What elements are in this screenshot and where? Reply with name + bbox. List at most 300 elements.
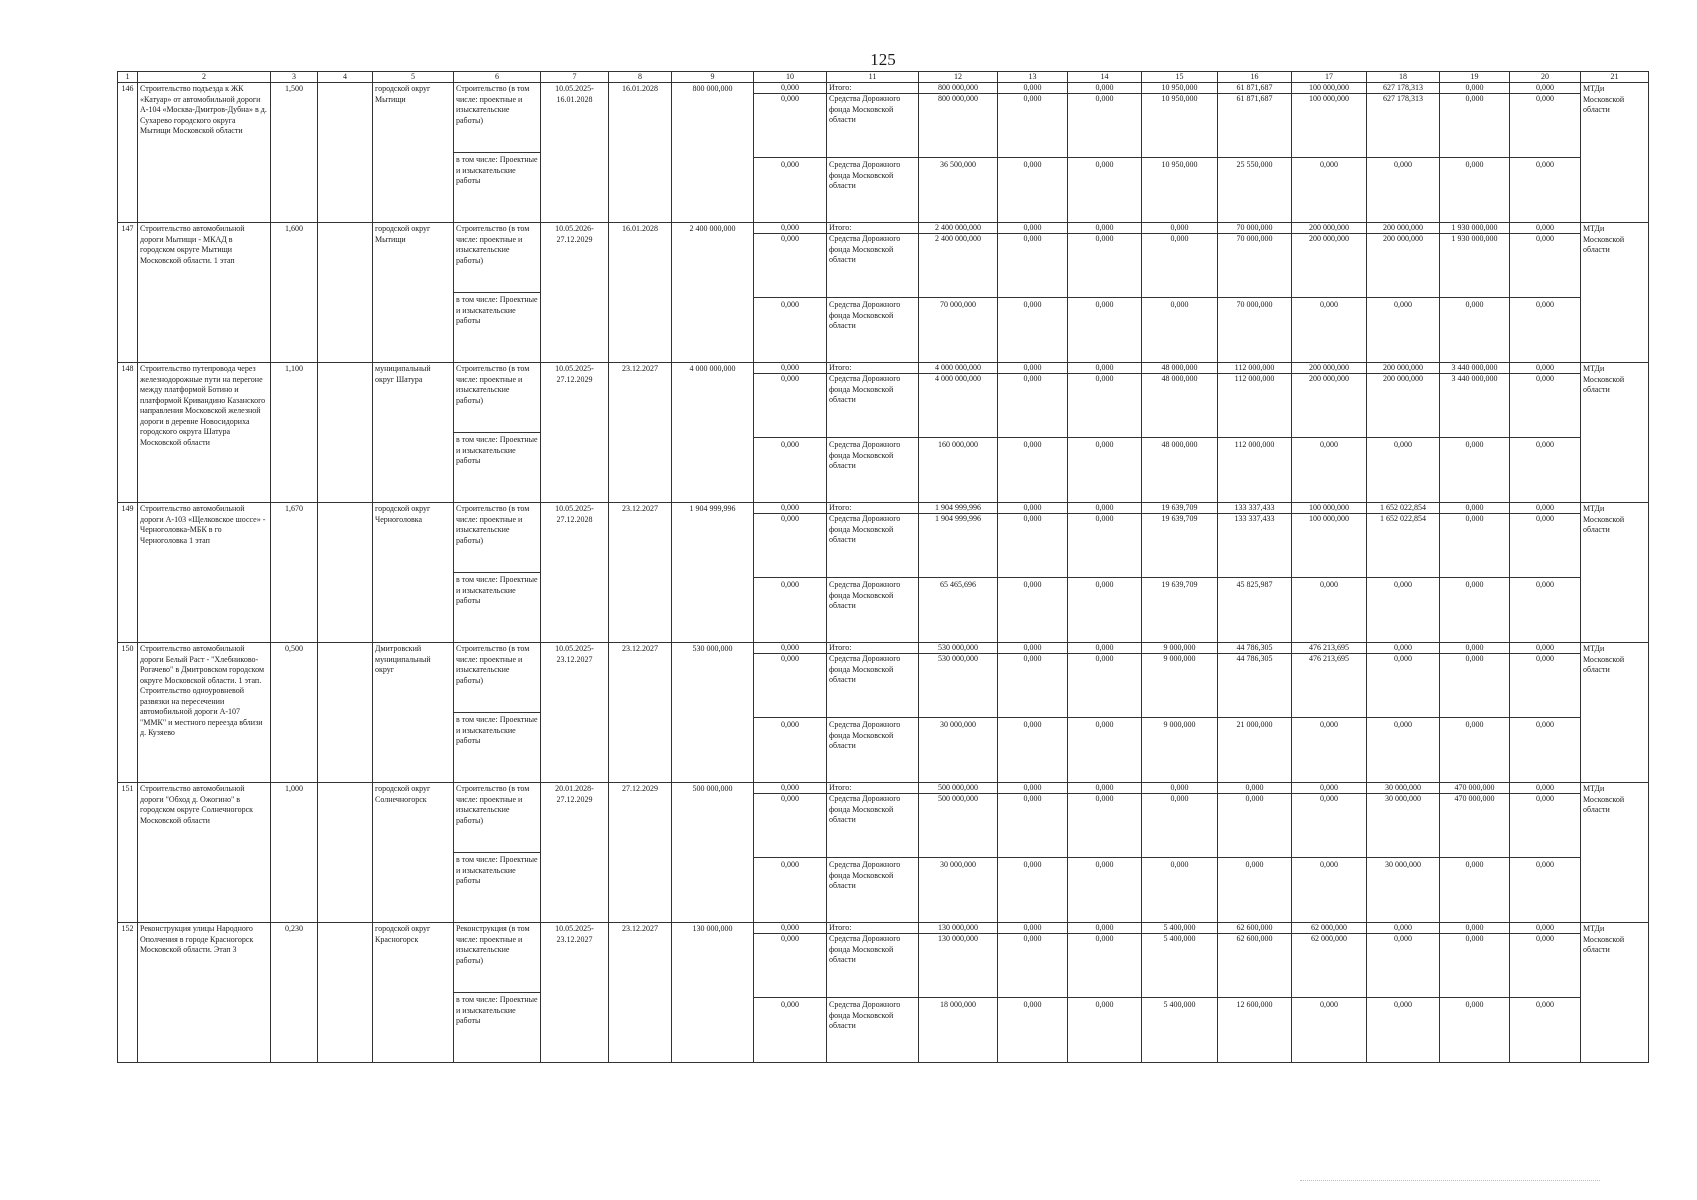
amount-fund: 470 000,000 [1454,794,1495,803]
amount-fund: 44 786,305 [1236,654,1273,663]
amount-column-19 [1440,503,1510,643]
column-number-3: 3 [271,72,318,83]
amount-design: 0,000 [1367,297,1439,362]
amount-fund: 0,000 [1536,514,1554,523]
customer: МТДи Московской области [1581,363,1649,503]
amount-fund: 9 000,000 [1163,654,1196,663]
amount-design: 0,000 [1440,157,1509,222]
amount-total: 5 400,000 [1142,923,1217,934]
amount-total: 0,000 [1068,783,1141,794]
amount-column-20 [1510,783,1581,923]
source-total-label: Итого: [827,83,918,94]
municipality: городской округ Черноголовка [373,503,454,643]
column-number-21: 21 [1581,72,1649,83]
completion-date: 23.12.2027 [609,923,672,1063]
stage-design: в том числе: Проектные и изыскательские работы [454,852,540,921]
col10-design: 0,000 [754,857,826,922]
amount-column-20 [1510,643,1581,783]
amount-total: 0,000 [1142,223,1217,234]
col10-design: 0,000 [754,717,826,782]
object-length: 1,500 [271,83,318,223]
amount-total: 0,000 [1142,783,1217,794]
amount-design: 0,000 [1068,157,1141,222]
amount-total: 0,000 [998,363,1067,374]
amount-column-12 [919,643,998,783]
funding-source [827,223,919,363]
completion-date: 16.01.2028 [609,223,672,363]
amount-design: 0,000 [1142,297,1217,362]
amount-fund: 0,000 [1536,794,1554,803]
amount-design: 160 000,000 [919,437,997,502]
work-period: 10.05.2025-27.12.2029 [541,363,609,503]
amount-fund: 19 639,709 [1161,514,1198,523]
amount-fund: 61 871,687 [1236,94,1273,103]
amount-column-19 [1440,923,1510,1063]
completion-date: 23.12.2027 [609,643,672,783]
amount-column-15 [1142,783,1218,923]
object-cost: 1 904 999,996 [672,503,754,643]
column-4-value [318,783,373,923]
row-number: 146 [118,83,138,223]
amount-total: 0,000 [1068,363,1141,374]
source-fund-label: Средства Дорожного фонда Московской области [829,514,901,544]
stage-main: Строительство (в том числе: проектные и изыскательские работы) [456,364,530,405]
object-name: Реконструкция улицы Народного Ополчения в городе Красногорск Московской области. Этап 3 [138,923,271,1063]
column-4-value [318,923,373,1063]
source-total-label: Итого: [827,783,918,794]
amount-column-16 [1218,223,1292,363]
column-number-20: 20 [1510,72,1581,83]
object-name: Строительство подъезда к ЖК «Катуар» от автомобильной дороги А-104 «Москва-Дмитров-Дубна» в д. Сухарево городского округа Мытищи Московской области [138,83,271,223]
object-length: 1,670 [271,503,318,643]
amount-column-12 [919,783,998,923]
amount-total: 200 000,000 [1367,363,1439,374]
amount-total: 0,000 [1440,83,1509,94]
municipality: Дмитровский муниципальный округ [373,643,454,783]
column-number-11: 11 [827,72,919,83]
amount-design: 70 000,000 [1218,297,1291,362]
column-10-values [754,783,827,923]
amount-design: 0,000 [1292,857,1366,922]
amount-design: 0,000 [1510,577,1580,642]
col10-fund: 0,000 [781,514,799,523]
source-fund-design-label: Средства Дорожного фонда Московской области [827,297,918,362]
object-cost: 800 000,000 [672,83,754,223]
amount-total: 9 000,000 [1142,643,1217,654]
object-name: Строительство автомобильной дороги Мытищи - МКАД в городском округе Мытищи Московской области. 1 этап [138,223,271,363]
amount-fund: 0,000 [1095,514,1114,523]
amount-fund: 0,000 [1023,234,1042,243]
source-fund-label: Средства Дорожного фонда Московской области [829,934,901,964]
column-10-values [754,363,827,503]
amount-fund: 1 652 022,854 [1380,514,1426,523]
amount-total: 62 600,000 [1218,923,1291,934]
column-number-row [118,72,1649,83]
source-total-label: Итого: [827,503,918,514]
amount-column-18 [1367,643,1440,783]
amount-total: 0,000 [1440,923,1509,934]
row-number: 148 [118,363,138,503]
source-fund-design-label: Средства Дорожного фонда Московской области [827,437,918,502]
amount-column-18 [1367,503,1440,643]
amount-fund: 4 000 000,000 [935,374,981,383]
column-10-values [754,503,827,643]
amount-total: 61 871,687 [1218,83,1291,94]
table-row [118,83,1649,223]
column-number-5: 5 [373,72,454,83]
amount-design: 0,000 [1510,717,1580,782]
col10-total: 0,000 [754,223,826,234]
amount-fund: 0,000 [1023,794,1042,803]
work-period: 10.05.2025-23.12.2027 [541,923,609,1063]
amount-total: 0,000 [1440,503,1509,514]
amount-design: 45 825,987 [1218,577,1291,642]
amount-fund: 500 000,000 [938,794,978,803]
amount-design: 0,000 [1440,437,1509,502]
stage-main: Реконструкция (в том числе: проектные и изыскательские работы) [456,924,530,965]
amount-total: 130 000,000 [919,923,997,934]
amount-fund: 133 337,433 [1234,514,1275,523]
amount-column-16 [1218,83,1292,223]
amount-column-12 [919,923,998,1063]
amount-fund: 200 000,000 [1383,374,1423,383]
amount-fund: 0,000 [1394,654,1412,663]
amount-design: 0,000 [1510,997,1580,1062]
amount-column-18 [1367,223,1440,363]
amount-design: 0,000 [998,997,1067,1062]
amount-column-14 [1068,223,1142,363]
customer: МТДи Московской области [1581,783,1649,923]
amount-total: 62 000,000 [1292,923,1366,934]
amount-design: 65 465,696 [919,577,997,642]
source-total-label: Итого: [827,643,918,654]
work-period: 10.05.2025-27.12.2028 [541,503,609,643]
amount-total: 2 400 000,000 [919,223,997,234]
amount-total: 100 000,000 [1292,503,1366,514]
amount-fund: 0,000 [1023,94,1042,103]
amount-total: 476 213,695 [1292,643,1366,654]
amount-design: 0,000 [998,857,1067,922]
amount-design: 0,000 [998,437,1067,502]
amount-design: 10 950,000 [1142,157,1217,222]
amount-total: 0,000 [1510,923,1580,934]
object-cost: 500 000,000 [672,783,754,923]
amount-column-15 [1142,923,1218,1063]
object-name: Строительство путепровода через железнодорожные пути на перегоне между платформой Ботино и платформой Кривандино Казанского направления Московской железной дороги в деревне Новосидориха городского округа Шатура Московской области [138,363,271,503]
amount-fund: 112 000,000 [1234,374,1275,383]
column-number-14: 14 [1068,72,1142,83]
amount-column-20 [1510,503,1581,643]
col10-fund: 0,000 [781,654,799,663]
amount-total: 100 000,000 [1292,83,1366,94]
source-fund-label: Средства Дорожного фонда Московской области [829,794,901,824]
column-4-value [318,223,373,363]
amount-total: 0,000 [1068,503,1141,514]
amount-column-18 [1367,923,1440,1063]
amount-total: 0,000 [1068,83,1141,94]
amount-design: 0,000 [1367,717,1439,782]
amount-design: 0,000 [1367,997,1439,1062]
amount-column-13 [998,783,1068,923]
amount-fund: 5 400,000 [1163,934,1196,943]
stage-design: в том числе: Проектные и изыскательские работы [454,432,540,501]
amount-total: 70 000,000 [1218,223,1291,234]
amount-column-19 [1440,643,1510,783]
amount-total: 1 930 000,000 [1440,223,1509,234]
source-fund-design-label: Средства Дорожного фонда Московской области [827,157,918,222]
amount-column-18 [1367,83,1440,223]
amount-fund: 1 904 999,996 [935,514,981,523]
amount-design: 0,000 [1440,297,1509,362]
scan-artifact [1300,1180,1600,1183]
amount-fund: 1 930 000,000 [1451,234,1498,243]
funding-source [827,83,919,223]
object-length: 0,230 [271,923,318,1063]
column-4-value [318,503,373,643]
amount-column-12 [919,83,998,223]
col10-design: 0,000 [754,297,826,362]
amount-design: 0,000 [1068,857,1141,922]
amount-total: 0,000 [1068,923,1141,934]
amount-column-16 [1218,783,1292,923]
amount-design: 48 000,000 [1142,437,1217,502]
amount-column-17 [1292,83,1367,223]
amount-total: 470 000,000 [1440,783,1509,794]
row-number: 147 [118,223,138,363]
completion-date: 16.01.2028 [609,83,672,223]
customer: МТДи Московской области [1581,923,1649,1063]
amount-total: 200 000,000 [1367,223,1439,234]
source-fund-design-label: Средства Дорожного фонда Московской области [827,857,918,922]
amount-column-18 [1367,363,1440,503]
stage-design: в том числе: Проектные и изыскательские работы [454,992,540,1061]
column-10-values [754,83,827,223]
amount-column-14 [1068,643,1142,783]
amount-fund: 0,000 [1095,934,1114,943]
amount-column-13 [998,83,1068,223]
stage-main: Строительство (в том числе: проектные и изыскательские работы) [456,84,530,125]
amount-total: 0,000 [1510,503,1580,514]
amount-fund: 62 600,000 [1236,934,1273,943]
amount-fund: 0,000 [1320,794,1338,803]
source-total-label: Итого: [827,223,918,234]
amount-design: 0,000 [998,717,1067,782]
object-cost: 2 400 000,000 [672,223,754,363]
amount-fund: 0,000 [1023,654,1042,663]
object-cost: 130 000,000 [672,923,754,1063]
customer: МТДи Московской области [1581,223,1649,363]
amount-design: 70 000,000 [919,297,997,362]
row-number: 152 [118,923,138,1063]
amount-design: 30 000,000 [1367,857,1439,922]
funding-source [827,363,919,503]
amount-column-19 [1440,83,1510,223]
amount-design: 0,000 [1292,437,1366,502]
column-number-16: 16 [1218,72,1292,83]
amount-design: 0,000 [1142,857,1217,922]
object-cost: 530 000,000 [672,643,754,783]
amount-column-19 [1440,363,1510,503]
amount-fund: 476 213,695 [1309,654,1349,663]
amount-design: 0,000 [1068,997,1141,1062]
amount-total: 48 000,000 [1142,363,1217,374]
amount-fund: 0,000 [1095,794,1114,803]
amount-design: 0,000 [1292,997,1366,1062]
amount-column-12 [919,363,998,503]
municipality: городской округ Мытищи [373,223,454,363]
stage-main: Строительство (в том числе: проектные и изыскательские работы) [456,504,530,545]
amount-design: 21 000,000 [1218,717,1291,782]
object-length: 1,100 [271,363,318,503]
col10-total: 0,000 [754,503,826,514]
work-period: 10.05.2026-27.12.2029 [541,223,609,363]
source-fund-label: Средства Дорожного фонда Московской области [829,234,901,264]
amount-total: 0,000 [1367,643,1439,654]
column-number-9: 9 [672,72,754,83]
column-number-12: 12 [919,72,998,83]
amount-design: 0,000 [1068,577,1141,642]
municipality: городской округ Солнечногорск [373,783,454,923]
amount-total: 627 178,313 [1367,83,1439,94]
amount-fund: 0,000 [1023,514,1042,523]
column-number-18: 18 [1367,72,1440,83]
column-number-19: 19 [1440,72,1510,83]
amount-fund: 530 000,000 [938,654,978,663]
amount-total: 530 000,000 [919,643,997,654]
column-number-7: 7 [541,72,609,83]
source-fund-label: Средства Дорожного фонда Московской области [829,654,901,684]
amount-column-19 [1440,783,1510,923]
amount-column-13 [998,643,1068,783]
amount-column-20 [1510,363,1581,503]
source-fund-label: Средства Дорожного фонда Московской области [829,94,901,124]
amount-column-16 [1218,363,1292,503]
amount-fund: 200 000,000 [1383,234,1423,243]
amount-fund: 2 400 000,000 [935,234,981,243]
amount-total: 0,000 [1068,223,1141,234]
row-number: 151 [118,783,138,923]
stage-main: Строительство (в том числе: проектные и изыскательские работы) [456,784,530,825]
municipality: городской округ Мытищи [373,83,454,223]
source-fund-design-label: Средства Дорожного фонда Московской области [827,577,918,642]
col10-total: 0,000 [754,923,826,934]
stage-design: в том числе: Проектные и изыскательские работы [454,152,540,221]
amount-total: 0,000 [1367,923,1439,934]
amount-total: 0,000 [998,223,1067,234]
amount-column-15 [1142,83,1218,223]
work-stage [454,83,541,223]
object-length: 1,600 [271,223,318,363]
column-4-value [318,363,373,503]
amount-total: 112 000,000 [1218,363,1291,374]
amount-fund: 0,000 [1095,374,1114,383]
column-number-1: 1 [118,72,138,83]
amount-total: 0,000 [998,503,1067,514]
col10-fund: 0,000 [781,374,799,383]
amount-column-13 [998,363,1068,503]
table-row [118,783,1649,923]
amount-column-15 [1142,503,1218,643]
amount-column-17 [1292,223,1367,363]
amount-design: 0,000 [1440,717,1509,782]
amount-fund: 0,000 [1095,654,1114,663]
col10-total: 0,000 [754,783,826,794]
amount-design: 9 000,000 [1142,717,1217,782]
amount-fund: 0,000 [1536,654,1554,663]
amount-column-13 [998,923,1068,1063]
amount-fund: 0,000 [1023,934,1042,943]
amount-fund: 0,000 [1170,234,1189,243]
amount-column-16 [1218,923,1292,1063]
amount-fund: 100 000,000 [1309,94,1349,103]
object-name: Строительство автомобильной дороги А-103 «Щелковское шоссе» - Черноголовка-МБК в го Черноголовка 1 этап [138,503,271,643]
column-10-values [754,223,827,363]
work-stage [454,363,541,503]
amount-design: 0,000 [1068,437,1141,502]
page-number: 125 [870,50,896,69]
amount-design: 0,000 [1510,157,1580,222]
column-number-13: 13 [998,72,1068,83]
amount-fund: 0,000 [1394,934,1412,943]
work-stage [454,643,541,783]
amount-design: 18 000,000 [919,997,997,1062]
amount-design: 0,000 [998,157,1067,222]
municipality: муниципальный округ Шатура [373,363,454,503]
object-name: Строительство автомобильной дороги Белый Раст - "Хлебниково-Рогачево" в Дмитровском городском округе Московской области. 1 этап. Строительство одноуровневой развязки на пересечении автомобильной дороги А-107 "ММК" и местного переезда вблизи д. Кузяево [138,643,271,783]
amount-design: 0,000 [1367,437,1439,502]
amount-column-17 [1292,783,1367,923]
amount-column-19 [1440,223,1510,363]
amount-design: 0,000 [1367,577,1439,642]
column-10-values [754,643,827,783]
amount-design: 0,000 [998,297,1067,362]
amount-fund: 200 000,000 [1309,374,1349,383]
amount-design: 0,000 [1292,577,1366,642]
col10-fund: 0,000 [781,234,799,243]
amount-design: 0,000 [1218,857,1291,922]
col10-total: 0,000 [754,83,826,94]
funding-source [827,503,919,643]
amount-fund: 0,000 [1465,514,1484,523]
amount-column-17 [1292,363,1367,503]
amount-fund: 62 000,000 [1311,934,1347,943]
amount-column-16 [1218,643,1292,783]
source-fund-design-label: Средства Дорожного фонда Московской области [827,717,918,782]
object-name: Строительство автомобильной дороги "Обход д. Ожогино" в городском округе Солнечногорск Московской области [138,783,271,923]
work-period: 20.01.2028-27.12.2029 [541,783,609,923]
amount-design: 25 550,000 [1218,157,1291,222]
amount-column-17 [1292,503,1367,643]
amount-total: 200 000,000 [1292,223,1366,234]
amount-total: 800 000,000 [919,83,997,94]
table-row [118,503,1649,643]
work-stage [454,923,541,1063]
funding-source [827,923,919,1063]
amount-design: 12 600,000 [1218,997,1291,1062]
funding-source [827,783,919,923]
col10-design: 0,000 [754,437,826,502]
objects-table [117,71,1649,1063]
amount-column-15 [1142,643,1218,783]
amount-fund: 0,000 [1465,934,1484,943]
column-number-17: 17 [1292,72,1367,83]
row-number: 149 [118,503,138,643]
source-total-label: Итого: [827,923,918,934]
col10-fund: 0,000 [781,94,799,103]
work-stage [454,503,541,643]
amount-total: 30 000,000 [1367,783,1439,794]
completion-date: 23.12.2027 [609,363,672,503]
